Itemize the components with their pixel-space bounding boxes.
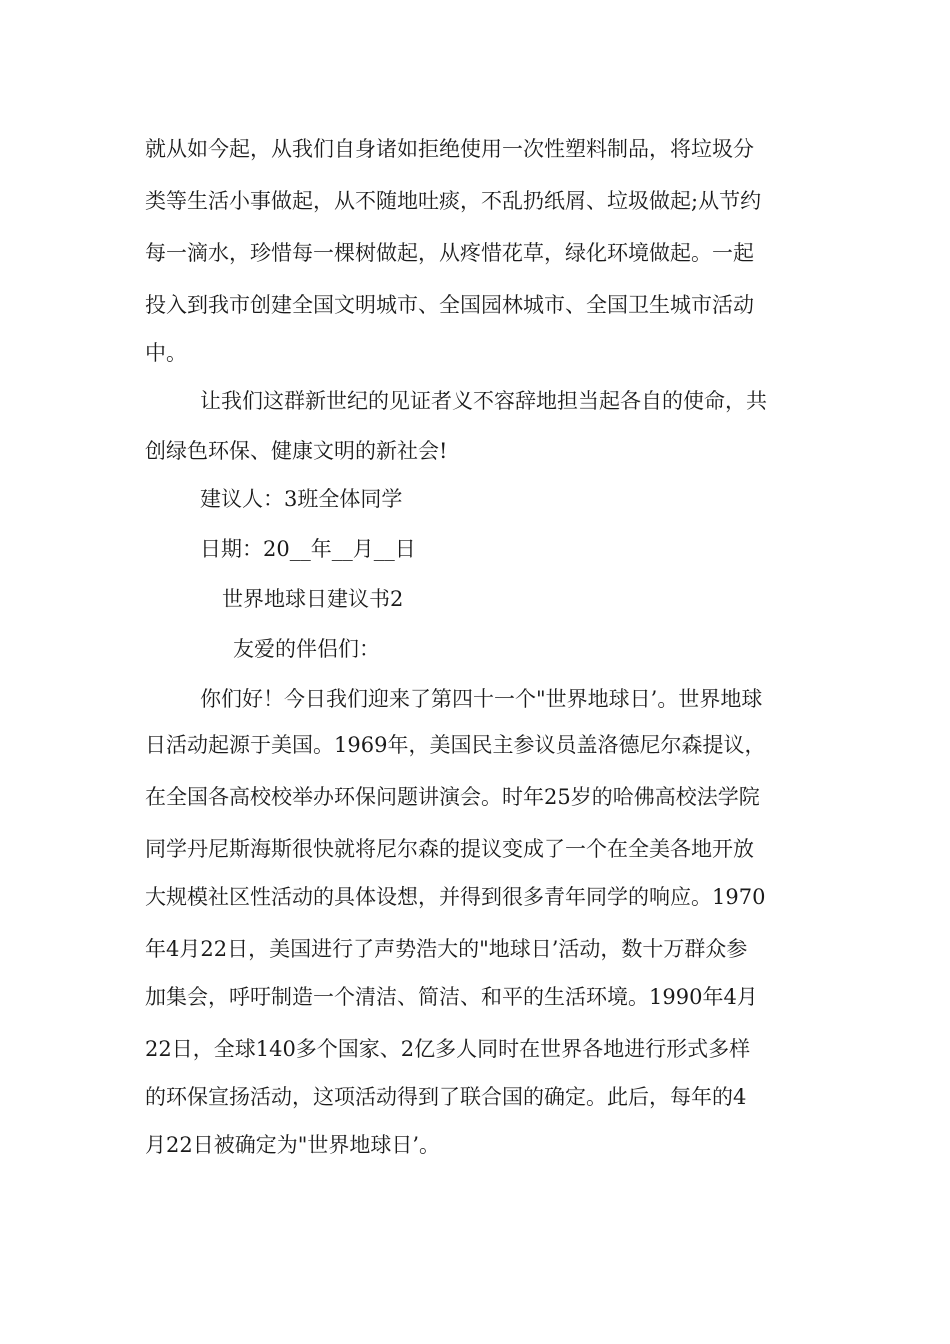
date-line: 日期：20__年__月__日 [200, 537, 416, 561]
paragraph-2-line-2: 创绿色环保、健康文明的新社会! [145, 439, 448, 463]
salutation: 友爱的伴侣们： [233, 637, 380, 661]
paragraph-1-line-5: 中。 [145, 341, 187, 365]
proposer-line: 建议人：3班全体同学 [200, 487, 403, 511]
paragraph-3-line-5: 大规模社区性活动的具体设想，并得到很多青年同学的响应。1970 [145, 885, 766, 909]
paragraph-1-line-2: 类等生活小事做起，从不随地吐痰，不乱扔纸屑、垃圾做起;从节约 [145, 189, 762, 213]
paragraph-3-line-7: 加集会，呼吁制造一个清洁、简洁、和平的生活环境。1990年4月 [145, 985, 758, 1009]
paragraph-1-line-3: 每一滴水，珍惜每一棵树做起，从疼惜花草，绿化环境做起。一起 [145, 241, 754, 265]
section-title: 世界地球日建议书2 [222, 587, 404, 611]
paragraph-3-line-6: 年4月22日，美国进行了声势浩大的"地球日’活动，数十万群众参 [145, 937, 748, 961]
paragraph-3-line-3: 在全国各高校校举办环保问题讲演会。时年25岁的哈佛高校法学院 [145, 785, 760, 809]
paragraph-3-line-9: 的环保宣扬活动，这项活动得到了联合国的确定。此后，每年的4 [145, 1085, 747, 1109]
paragraph-3-line-10: 月22日被确定为"世界地球日’。 [145, 1133, 441, 1157]
paragraph-2-line-1: 让我们这群新世纪的见证者义不容辞地担当起各自的使命，共 [200, 389, 767, 413]
paragraph-3-line-2: 日活动起源于美国。1969年，美国民主参议员盖洛德尼尔森提议， [145, 733, 766, 757]
paragraph-1-line-1: 就从如今起，从我们自身诸如拒绝使用一次性塑料制品，将垃圾分 [145, 137, 754, 161]
paragraph-3-line-4: 同学丹尼斯海斯很快就将尼尔森的提议变成了一个在全美各地开放 [145, 837, 754, 861]
paragraph-3-line-8: 22日，全球140多个国家、2亿多人同时在世界各地进行形式多样 [145, 1037, 751, 1061]
paragraph-1-line-4: 投入到我市创建全国文明城市、全国园林城市、全国卫生城市活动 [145, 293, 754, 317]
paragraph-3-line-1: 你们好！今日我们迎来了第四十一个"世界地球日’。世界地球 [200, 687, 763, 711]
